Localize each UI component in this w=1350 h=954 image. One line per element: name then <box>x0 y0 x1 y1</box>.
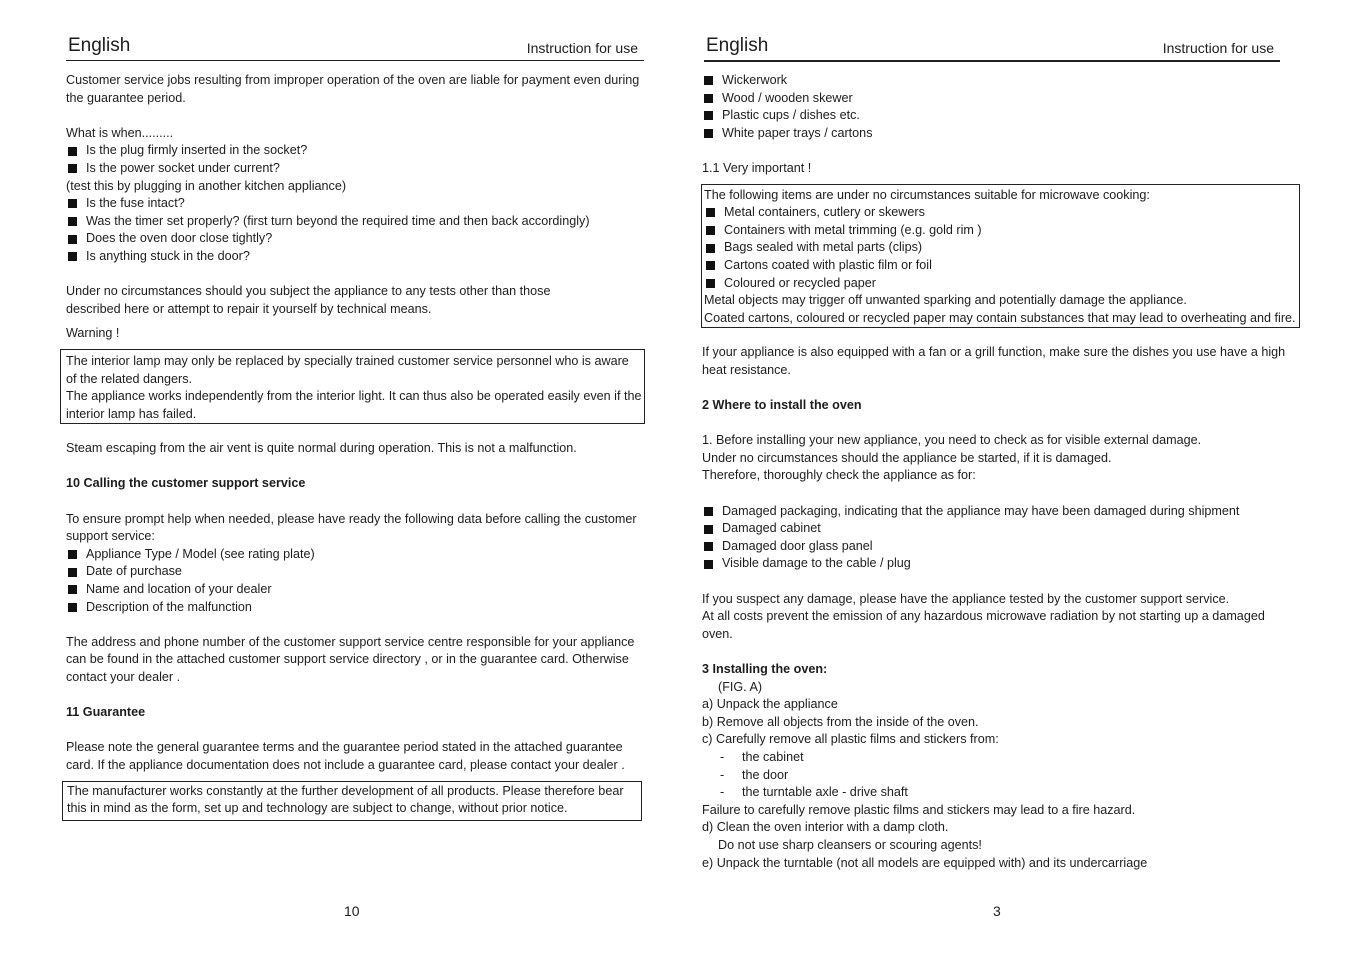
list-item: Is the power socket under current? <box>66 160 650 178</box>
check-note: (test this by plugging in another kitchen appliance) <box>66 178 347 193</box>
what-is-when: What is when......... <box>66 125 174 140</box>
list-item: Wickerwork <box>702 72 1287 90</box>
fire-hazard-note: Failure to carefully remove plastic films and stickers may lead to a fire hazard. <box>702 802 1136 817</box>
very-important-label: 1.1 Very important ! <box>702 160 812 175</box>
list-item: Damaged door glass panel <box>702 538 1287 556</box>
header-language: English <box>68 35 131 56</box>
header-language: English <box>706 35 769 56</box>
address-paragraph: The address and phone number of the customer support service centre responsible for your appliance can be found in the attached customer support service directory , or in the guarantee card. Otherwise contact your dealer . <box>66 634 635 684</box>
right-content: Wickerwork Wood / wooden skewer Plastic cups / dishes etc. White paper trays / cartons 1.1 Very important ! The following items are under no circumstances suitable for microwave cooking: Metal containers, cutlery or skewers Containers with metal trimming (e.g. gold rim ) Bags sealed with metal parts (clips) Cartons coated with plastic film or foil Coloured or recycled paper Metal objects may trigger off unwanted sparking and potentially damage the appliance. Coated cartons, coloured or recycled paper may contain substances that may lead to overheating and fire. If your appliance is also equipped with a fan or a grill function, make sure the dishes you use have a high heat resistance. 2 Where to install the oven 1. Before installing your new appliance, you need to check as for visible external damage. Under no circumstances should the appliance be started, if it is damaged. Therefore, thoroughly check the appliance as for: Damaged packaging, indicating that the appliance may have been damaged during shipment Damaged cabinet Damaged door glass panel Visible damage to the cable / plug If you suspect any damage, please have the appliance tested by the customer support service. At all costs prevent the emission of any hazardous microwave radiation by not starting up a damaged oven. 3 Installing the oven: (FIG. A) a) Unpack the appliance b) Remove all objects from the inside of the oven. c) Carefully remove all plastic films and stickers from: - the cabinet - the door - the turntable axle - drive shaft Failure to carefully remove plastic films and stickers may lead to a fire hazard. d) Clean the oven interior with a damp cloth. Do not use sharp cleansers or scouring agents! e) Unpack the turntable (not all models are equipped with) and its undercarriage <box>702 72 1287 872</box>
bullet-square-icon <box>704 94 713 103</box>
list-item: Damaged packaging, indicating that the appliance may have been damaged during shipment <box>702 503 1287 521</box>
header-title: Instruction for use <box>1162 40 1274 56</box>
figure-reference: (FIG. A) <box>718 679 763 694</box>
list-item: Name and location of your dealer <box>66 581 650 599</box>
no-tests-paragraph: Under no circumstances should you subject the appliance to any tests other than those described here or attempt to repair it yourself by technical means. <box>66 284 551 316</box>
left-content <box>66 72 650 821</box>
list-item: - the door <box>720 767 789 782</box>
list-item: Damaged cabinet <box>702 520 1287 538</box>
page-number: 3 <box>993 903 1001 919</box>
check-list-2 <box>66 195 650 265</box>
list-item: Cartons coated with plastic film or foil <box>704 257 1297 275</box>
bullet-square-icon <box>68 147 77 156</box>
bullet-square-icon <box>704 76 713 85</box>
bullet-square-icon <box>706 244 715 253</box>
list-item: Description of the malfunction <box>66 599 650 617</box>
page-header <box>704 33 1280 62</box>
page-header <box>66 33 644 61</box>
section-10-intro: To ensure prompt help when needed, please have ready the following data before calling the customer support service: <box>66 511 637 544</box>
bullet-square-icon <box>68 568 77 577</box>
section-3-heading: 3 Installing the oven: <box>702 662 828 676</box>
bullet-square-icon <box>706 208 715 217</box>
suspect-damage-paragraph: If you suspect any damage, please have the appliance tested by the customer support service. <box>702 591 1230 606</box>
section-2-heading: 2 Where to install the oven <box>702 398 862 413</box>
list-item: Bags sealed with metal parts (clips) <box>704 239 1297 257</box>
bullet-square-icon <box>706 261 715 270</box>
bullet-square-icon <box>68 199 77 208</box>
bullet-square-icon <box>68 252 77 261</box>
bullet-square-icon <box>68 164 77 173</box>
list-item: Appliance Type / Model (see rating plate) <box>66 546 650 564</box>
list-item: - the turntable axle - drive shaft <box>720 785 908 800</box>
bullet-square-icon <box>706 279 715 288</box>
bullet-square-icon <box>704 129 713 138</box>
fan-grill-paragraph: If your appliance is also equipped with a fan or a grill function, make sure the dishes you use have a high heat resistance. <box>702 345 1286 377</box>
section-11-heading: 11 Guarantee <box>66 705 146 720</box>
bullet-square-icon <box>704 525 713 534</box>
bullet-square-icon <box>706 226 715 235</box>
header-title: Instruction for use <box>526 40 638 56</box>
bullet-square-icon <box>704 507 713 516</box>
warning-box: The interior lamp may only be replaced by specially trained customer service personnel who is aware of the related dangers. The appliance works independently from the interior light. It can thus also be operated easily even if the interior lamp has failed. <box>60 349 645 424</box>
damage-list <box>702 503 1287 573</box>
guarantee-paragraph: Please note the general guarantee terms and the guarantee period stated in the attached guarantee card. If the appliance documentation does not include a guarantee card, please contact your dealer . <box>66 740 625 772</box>
microwave-warning-box: The following items are under no circumstances suitable for microwave cooking: Metal containers, cutlery or skewers Containers with metal trimming (e.g. gold rim ) Bags sealed with metal parts (clips) Cartons coated with plastic film or foil Coloured or recycled paper Metal objects may trigger off unwanted sparking and potentially damage the appliance. Coated cartons, coloured or recycled paper may contain substances that may lead to overheating and fire. <box>701 184 1300 329</box>
unsuitable-items-list <box>702 72 1287 142</box>
list-item: Containers with metal trimming (e.g. gold rim ) <box>704 222 1297 240</box>
list-item: Is the plug firmly inserted in the socket? <box>66 142 650 160</box>
list-item: Wood / wooden skewer <box>702 90 1287 108</box>
list-item: Was the timer set properly? (first turn beyond the required time and then back accordingly) <box>66 213 650 231</box>
list-item: Metal containers, cutlery or skewers <box>704 204 1297 222</box>
bullet-square-icon <box>704 111 713 120</box>
bullet-square-icon <box>704 542 713 551</box>
intro-paragraph: Customer service jobs resulting from improper operation of the oven are liable for payment even during the guarantee period. <box>66 73 640 105</box>
page-number: 10 <box>344 903 360 919</box>
list-item: Is anything stuck in the door? <box>66 248 650 266</box>
manufacturer-box: The manufacturer works constantly at the further development of all products. Please therefore bear this in mind as the form, set up and technology are subject to change, without prior notice. <box>62 781 642 821</box>
list-item: Coloured or recycled paper <box>704 275 1297 293</box>
warning-label: Warning ! <box>66 326 120 341</box>
bullet-square-icon <box>68 235 77 244</box>
check-list <box>66 142 650 177</box>
support-data-list <box>66 546 650 616</box>
bullet-square-icon <box>68 603 77 612</box>
prevent-paragraph: At all costs prevent the emission of any hazardous microwave radiation by not starting up a damaged oven. <box>702 609 1265 641</box>
list-item: - the cabinet <box>720 749 804 764</box>
list-item: Plastic cups / dishes etc. <box>702 107 1287 125</box>
bullet-square-icon <box>68 585 77 594</box>
bullet-square-icon <box>68 550 77 559</box>
list-item: White paper trays / cartons <box>702 125 1287 143</box>
list-item: Does the oven door close tightly? <box>66 230 650 248</box>
list-item: Date of purchase <box>66 563 650 581</box>
bullet-square-icon <box>704 560 713 569</box>
bullet-square-icon <box>68 217 77 226</box>
steam-note: Steam escaping from the air vent is quite normal during operation. This is not a malfunction. <box>66 441 577 456</box>
list-item: Is the fuse intact? <box>66 195 650 213</box>
right-page <box>675 0 1350 954</box>
list-item: Visible damage to the cable / plug <box>702 555 1287 573</box>
section-10-heading: 10 Calling the customer support service <box>66 476 306 491</box>
